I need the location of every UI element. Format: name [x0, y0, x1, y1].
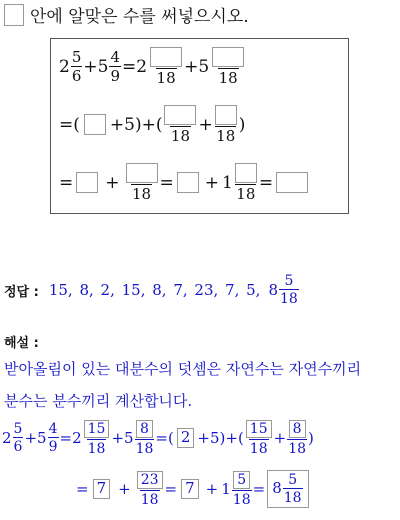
blank-box[interactable] — [276, 172, 308, 193]
denominator: 18 — [170, 127, 191, 145]
blank-box[interactable] — [76, 172, 98, 193]
filled-box: 15 — [246, 420, 272, 438]
denominator: 18 — [218, 69, 238, 87]
whole-number: 5 — [37, 429, 47, 448]
fraction — [71, 47, 83, 85]
whole-number: 5 — [198, 56, 210, 77]
expression-text: +5)+( — [197, 429, 244, 448]
filled-box: 5 — [233, 471, 250, 489]
filled-box: 7 — [93, 479, 111, 498]
equals-sign: = — [258, 172, 274, 193]
answer-values: 15, 8, 2, 15, 8, 7, 23, 7, 5, — [48, 281, 261, 299]
denominator: 18 — [216, 127, 236, 145]
filled-box: 8 — [136, 420, 153, 438]
numerator: 5 — [71, 47, 82, 66]
fraction — [283, 473, 303, 505]
fraction — [83, 420, 111, 456]
operator: + — [24, 429, 38, 448]
blank-box[interactable] — [215, 105, 237, 125]
fraction — [125, 163, 159, 202]
final-answer-box — [267, 470, 308, 508]
denominator: 18 — [279, 291, 298, 307]
operator: + — [105, 172, 120, 193]
paren: ) — [238, 114, 246, 135]
fraction — [234, 163, 258, 202]
operator: + — [204, 172, 219, 193]
equals-sign: = — [59, 429, 73, 448]
paren: ) — [308, 429, 314, 448]
problem-line-3 — [59, 163, 308, 202]
blank-box[interactable] — [84, 114, 106, 135]
operator: + — [273, 429, 287, 448]
problem-line-2 — [59, 105, 245, 144]
problem-line-1 — [59, 47, 246, 86]
denominator: 6 — [71, 66, 82, 85]
equals-sign: = — [59, 172, 74, 193]
blank-box[interactable] — [235, 163, 257, 183]
whole-number: 5 — [97, 56, 109, 77]
operator: + — [205, 480, 219, 498]
denominator: 18 — [156, 69, 176, 87]
equals-sign: = — [252, 480, 266, 498]
explanation-text-1: 받아올림이 있는 대분수의 덧셈은 자연수는 자연수끼리 — [4, 360, 362, 378]
operator: + — [184, 56, 199, 77]
denominator: 18 — [283, 490, 302, 506]
equals-sign: = — [164, 480, 178, 498]
denominator: 18 — [131, 185, 152, 203]
numerator: 4 — [48, 421, 58, 438]
whole-number: 8 — [272, 479, 282, 498]
numerator: 4 — [110, 47, 120, 66]
blank-box[interactable] — [212, 47, 244, 67]
fraction — [135, 420, 155, 456]
explanation-equation-2 — [76, 470, 309, 508]
fraction — [287, 420, 307, 456]
fraction — [13, 422, 24, 454]
answer-box-icon — [4, 4, 24, 26]
filled-box: 2 — [177, 428, 195, 447]
numerator: 5 — [284, 273, 294, 289]
denominator: 9 — [48, 439, 58, 456]
operator: + — [198, 114, 213, 135]
equals-sign: = — [155, 429, 168, 448]
equals-sign: = — [76, 480, 89, 498]
equals-sign: = — [159, 172, 174, 193]
filled-box: 23 — [137, 471, 163, 489]
denominator: 6 — [13, 439, 23, 456]
whole-number: 2 — [72, 429, 82, 448]
question-header — [4, 2, 249, 27]
filled-box: 7 — [181, 479, 199, 498]
filled-box: 8 — [289, 420, 306, 438]
whole-number: 1 — [221, 480, 231, 498]
answer-last-whole: 8 — [268, 281, 278, 299]
fraction — [232, 471, 252, 507]
fraction — [109, 47, 121, 85]
answer-label: 정답 : — [4, 284, 39, 300]
whole-number: 2 — [2, 429, 12, 448]
explanation-label: 해설 : — [4, 336, 39, 351]
explanation-equation-1 — [2, 420, 314, 456]
problem-box — [50, 38, 349, 214]
expression-text: +5)+( — [109, 114, 163, 135]
denominator: 18 — [232, 492, 251, 509]
paren: ( — [168, 429, 174, 448]
denominator: 18 — [87, 441, 106, 458]
fraction — [149, 47, 183, 86]
numerator: 5 — [288, 472, 298, 488]
denominator: 18 — [135, 441, 154, 458]
fraction — [211, 47, 245, 86]
answer-line — [4, 274, 300, 306]
equals-sign: = — [59, 114, 74, 135]
whole-number: 1 — [222, 172, 233, 193]
numerator: 5 — [13, 421, 23, 438]
operator: + — [111, 429, 125, 448]
operator: + — [118, 480, 131, 498]
fraction — [136, 471, 164, 507]
blank-box[interactable] — [126, 163, 158, 183]
blank-box[interactable] — [150, 47, 182, 67]
whole-number: 2 — [136, 56, 148, 77]
blank-box[interactable] — [164, 105, 196, 125]
blank-box[interactable] — [177, 172, 199, 193]
explanation-text-2: 분수는 분수끼리 계산합니다. — [4, 392, 193, 410]
equals-sign: = — [122, 56, 137, 77]
answer-last-fraction — [279, 274, 299, 306]
paren: ( — [73, 114, 80, 135]
denominator: 18 — [140, 492, 159, 509]
fraction — [214, 105, 238, 144]
denominator: 18 — [236, 185, 256, 203]
whole-number: 2 — [59, 56, 70, 77]
filled-box: 15 — [84, 420, 110, 438]
fraction — [48, 422, 59, 454]
instruction-text: 안에 알맞은 수를 써넣으시오. — [30, 7, 249, 27]
denominator: 9 — [110, 66, 120, 85]
denominator: 18 — [288, 441, 307, 458]
fraction — [163, 105, 197, 144]
operator: + — [83, 56, 98, 77]
whole-number: 5 — [124, 429, 134, 448]
denominator: 18 — [249, 441, 268, 458]
fraction — [245, 420, 273, 456]
